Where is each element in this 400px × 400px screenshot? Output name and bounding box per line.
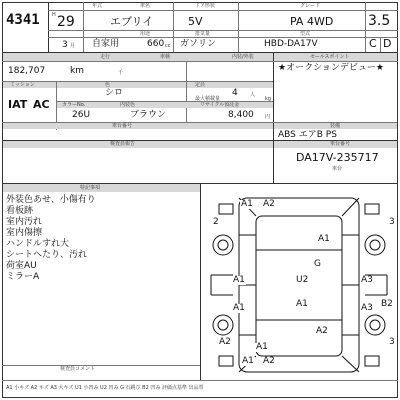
capacity-value: 4	[232, 88, 238, 98]
dmg-a1-mid: A1	[296, 299, 308, 309]
footer-text: A1 小キズ A2 キズ A3 大キズ U1 小凹み U2 凹み G 石跳び B2 凹み 評価点基準 出品票	[6, 385, 204, 391]
interior-grade: C	[369, 37, 377, 50]
mileage-value: 182,707	[8, 66, 46, 76]
lot-number: 4341	[6, 12, 40, 28]
color-code: 26U	[72, 110, 91, 120]
door-label: ドア形状	[195, 3, 215, 9]
year-label: 年式	[92, 3, 103, 9]
dmg-a1-rear: A1	[233, 303, 245, 313]
score-value: 3.5	[368, 13, 391, 29]
equip-label: 装備	[330, 123, 341, 129]
equipment: ABS エアB PS	[278, 130, 337, 140]
inout-label: 内装/外装	[232, 54, 254, 60]
dmg-a3-rear: A3	[361, 303, 373, 313]
door-value: 5V	[188, 15, 203, 28]
chassis-sub: 車台	[332, 166, 343, 172]
note-item: 室内汚れ	[6, 217, 43, 227]
kg-unit: kg	[265, 96, 272, 102]
chassis-number: DA17V-235717	[296, 151, 379, 164]
grade-value: PA 4WD	[290, 15, 334, 28]
load-capacity: 8,400	[228, 110, 254, 120]
dmg-a1-bottom: A1	[242, 356, 254, 366]
aircon-value: AC	[33, 98, 50, 111]
interior-color: ブラウン	[130, 110, 167, 120]
usage-value: 自家用	[92, 39, 120, 49]
cap-unit: 人	[250, 92, 256, 98]
wheel-rear-left-icon	[213, 315, 233, 335]
note-item: 荷室AU	[6, 261, 37, 271]
wheel-tl-mark: 2	[213, 217, 219, 227]
inner-label: 内装色	[120, 102, 136, 108]
sales-label: セールスポイント	[310, 54, 350, 60]
year-value: 29	[57, 14, 75, 30]
comments-label: 検査員コメント	[60, 366, 96, 372]
body-color-value: シロ	[105, 88, 124, 98]
mission-label: ミッション	[10, 82, 35, 88]
thousand-label: 千	[118, 70, 124, 76]
fuel-value: ガソリン	[180, 39, 217, 49]
total-label: リサイクル預託金	[200, 102, 240, 108]
dmg-b2-right: B2	[381, 299, 393, 309]
cap-label: 定員	[195, 82, 206, 88]
exterior-grade: D	[383, 37, 392, 50]
era-mark: H	[52, 12, 56, 18]
car-name-label: 車名	[140, 3, 151, 9]
sales-point: ★オークションデビュー★	[278, 63, 384, 73]
dmg-a2-rear-left: A2	[219, 337, 231, 347]
dmg-a2-top: A2	[263, 199, 275, 209]
dmg-a2-bottom: A2	[263, 356, 275, 366]
shaken-label: 車検	[160, 54, 171, 60]
grade-label: グレード	[300, 3, 321, 9]
kg-label: 最大積載量	[195, 96, 221, 102]
dmg-g: G	[314, 259, 321, 269]
month-unit: 月	[70, 43, 76, 49]
usage-label: 用途	[140, 31, 151, 37]
wheel-rear-right-icon	[365, 315, 385, 335]
note-item: シートへたり、汚れ	[6, 250, 88, 260]
cc-label: 排気量	[195, 31, 211, 37]
dmg-a1-left: A1	[233, 275, 245, 285]
car-name: エブリイ	[110, 15, 154, 28]
dmg-a3-right: A3	[361, 275, 373, 285]
dmg-a1-top: A1	[241, 199, 253, 209]
note-item: 看板跡	[6, 206, 34, 216]
wheel-tr-mark: 3	[389, 217, 395, 227]
color-label: 色	[105, 82, 111, 88]
note-item: ハンドルすれ大	[6, 239, 70, 249]
model-code: HBD-DA17V	[264, 39, 318, 49]
note-item: 外装色あせ、小傷有り	[6, 195, 96, 205]
yen-unit: 円	[265, 114, 271, 120]
dmg-a2-center: A2	[316, 326, 328, 336]
colorno-label: カラーNo.	[62, 102, 86, 108]
spec-label: 車台番号	[112, 123, 133, 129]
displacement-value: 660	[147, 39, 165, 49]
mileage-unit: km	[70, 66, 84, 76]
month-value: 3	[62, 40, 68, 50]
chassis-label: 車台番号	[330, 141, 351, 147]
notes-label: 検査員報告	[110, 141, 136, 147]
mileage-label: 走行	[100, 54, 111, 60]
report-label: 特記事項	[80, 185, 101, 191]
transmission-value: IAT	[8, 98, 28, 111]
wheel-front-right-icon	[365, 235, 385, 255]
displacement-unit: cc	[165, 43, 171, 49]
wheel-front-left-icon	[213, 235, 233, 255]
model-label: 型式	[300, 31, 311, 37]
dmg-a1-roof: A1	[318, 234, 330, 244]
note-item: ミラーA	[6, 272, 40, 282]
wheel-br-mark: 3	[389, 337, 395, 347]
dmg-u2: U2	[296, 275, 309, 285]
dmg-a1-small: A1	[256, 342, 268, 352]
note-item: 室内傷擦	[6, 228, 43, 238]
